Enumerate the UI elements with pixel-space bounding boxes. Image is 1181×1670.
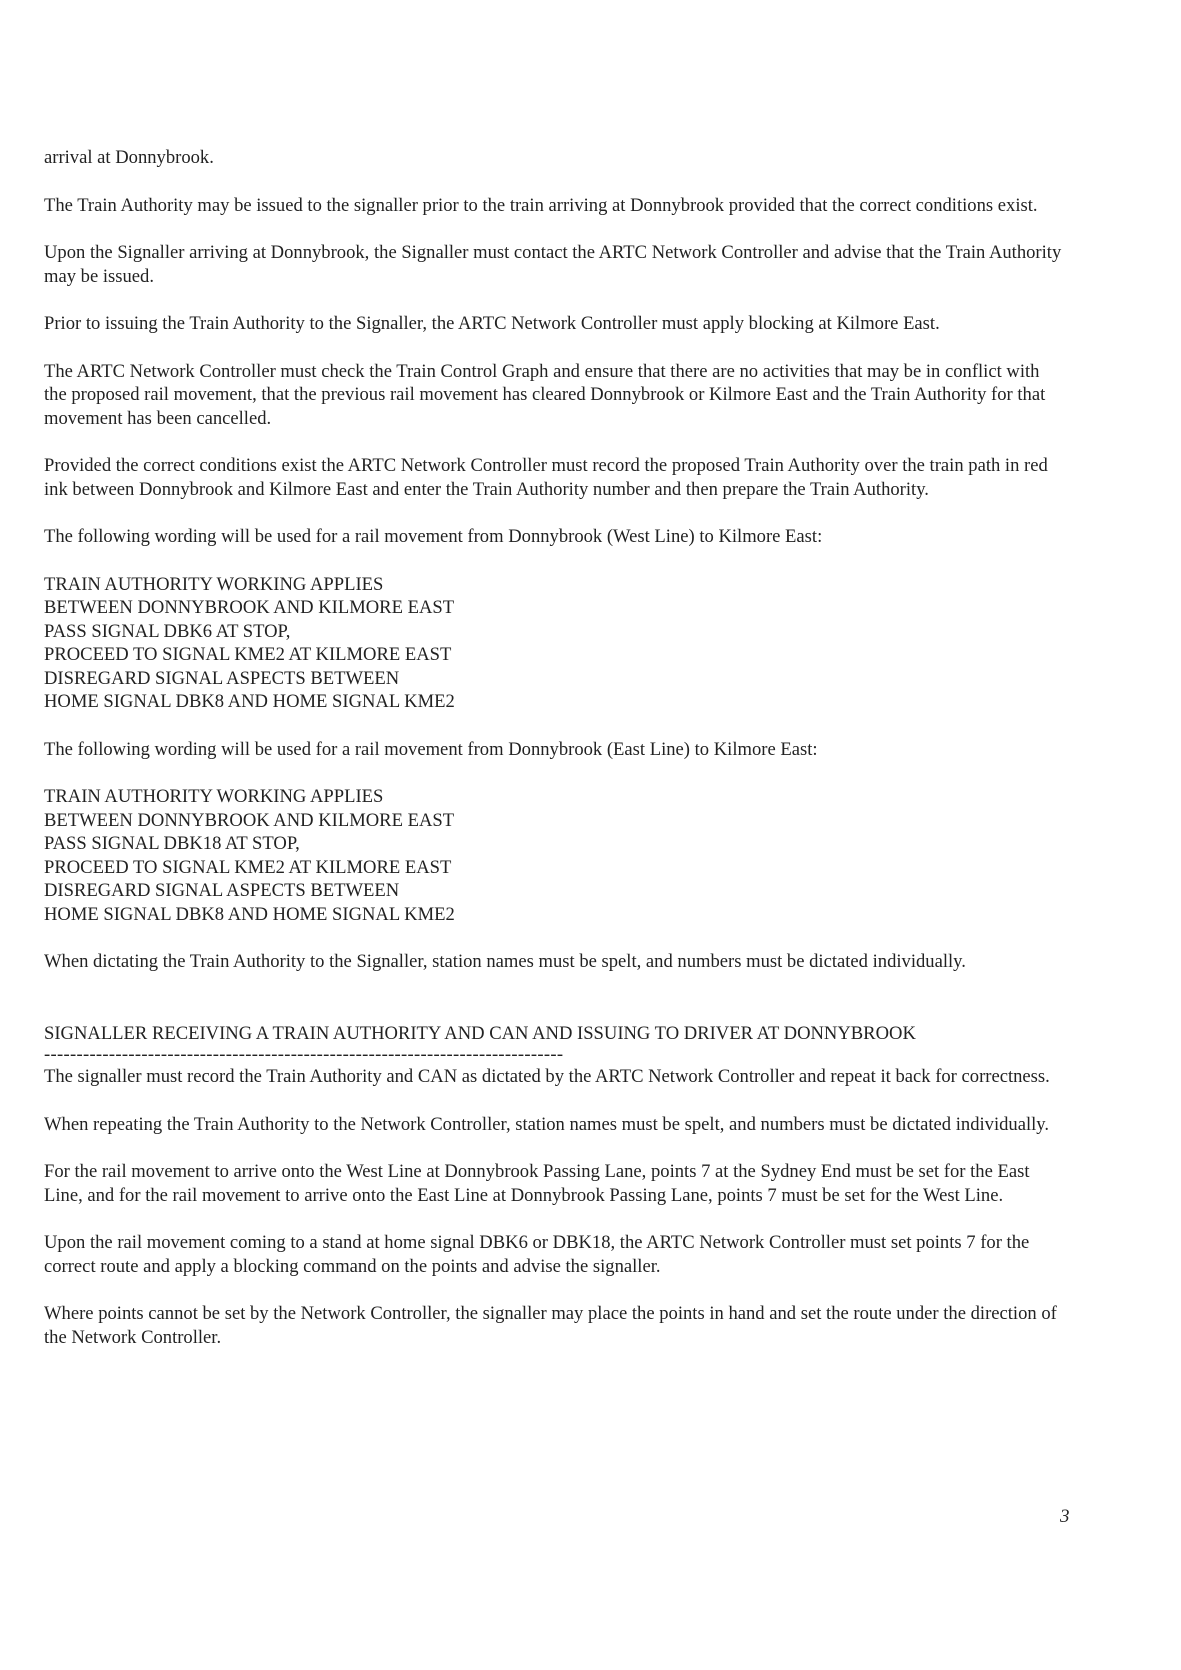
wording-line: HOME SIGNAL DBK8 AND HOME SIGNAL KME2 xyxy=(44,691,455,712)
paragraph-record-authority: Provided the correct conditions exist the ARTC Network Controller must record the proposed Train Authority over the train path in red ink between Donnybrook and Kilmore East and enter the Train Authority number and then prepare the Train Authority. xyxy=(44,455,1048,500)
paragraph-intro-east: The following wording will be used for a rail movement from Donnybrook (East Line) to Kilmore East: xyxy=(44,738,818,760)
wording-block-west xyxy=(44,573,1064,714)
wording-line: TRAIN AUTHORITY WORKING APPLIES xyxy=(44,573,384,595)
wording-line: PASS SIGNAL DBK18 AT STOP, xyxy=(44,833,300,854)
page-number: 3 xyxy=(1060,1506,1070,1527)
wording-line: HOME SIGNAL DBK8 AND HOME SIGNAL KME2 xyxy=(44,903,455,925)
document-page xyxy=(44,146,1064,1373)
wording-block-east xyxy=(44,785,1064,926)
paragraph-points-in-hand: Where points cannot be set by the Network Controller, the signaller may place the points in hand and set the route under the direction of the Network Controller. xyxy=(44,1303,1057,1348)
wording-line: PASS SIGNAL DBK6 AT STOP, xyxy=(44,620,291,642)
section-heading: SIGNALLER RECEIVING A TRAIN AUTHORITY AND CAN AND ISSUING TO DRIVER AT DONNYBROOK xyxy=(44,1022,916,1044)
paragraph-repeat-back: When repeating the Train Authority to the Network Controller, station names must be spelt, and numbers must be dictated individually. xyxy=(44,1113,1050,1135)
wording-line: DISREGARD SIGNAL ASPECTS BETWEEN xyxy=(44,880,400,901)
wording-line: PROCEED TO SIGNAL KME2 AT KILMORE EAST xyxy=(44,856,452,878)
wording-line: DISREGARD SIGNAL ASPECTS BETWEEN xyxy=(44,667,400,689)
paragraph-apply-blocking: Prior to issuing the Train Authority to the Signaller, the ARTC Network Controller must apply blocking at Kilmore East. xyxy=(44,313,940,334)
paragraph-check-graph: The ARTC Network Controller must check the Train Control Graph and ensure that there are no activities that may be in conflict with the proposed rail movement, that the previous rail movement has cleared Donnybrook or Kilmore East and the Train Authority for that movement has been cancelled. xyxy=(44,360,1046,429)
paragraph-record-can: The signaller must record the Train Authority and CAN as dictated by the ARTC Network Controller and repeat it back for correctness. xyxy=(44,1066,1050,1087)
wording-line: BETWEEN DONNYBROOK AND KILMORE EAST xyxy=(44,809,455,831)
section-heading-underline: -------------------------------------------------------------------------------- xyxy=(44,1045,564,1065)
wording-line: PROCEED TO SIGNAL KME2 AT KILMORE EAST xyxy=(44,644,452,665)
paragraph-dictating-note: When dictating the Train Authority to the Signaller, station names must be spelt, and numbers must be dictated individually. xyxy=(44,951,966,972)
wording-line: TRAIN AUTHORITY WORKING APPLIES xyxy=(44,786,384,807)
paragraph-arrival: arrival at Donnybrook. xyxy=(44,147,214,168)
paragraph-issue-prior: The Train Authority may be issued to the signaller prior to the train arriving at Donnybrook provided that the correct conditions exist. xyxy=(44,194,1038,216)
paragraph-points-setting: For the rail movement to arrive onto the West Line at Donnybrook Passing Lane, points 7 at the Sydney End must be set for the East Line, and for the rail movement to arrive onto the East Line at Donnybrook Passing Lane, points 7 must be set for the West Line. xyxy=(44,1161,1030,1206)
wording-line: BETWEEN DONNYBROOK AND KILMORE EAST xyxy=(44,597,455,618)
paragraph-stand-at-signal: Upon the rail movement coming to a stand at home signal DBK6 or DBK18, the ARTC Network Controller must set points 7 for the correct route and apply a blocking command on the points and advise the signaller. xyxy=(44,1232,1030,1277)
paragraph-intro-west: The following wording will be used for a rail movement from Donnybrook (West Line) to Kilmore East: xyxy=(44,526,823,547)
paragraph-signaller-contact: Upon the Signaller arriving at Donnybrook, the Signaller must contact the ARTC Network Controller and advise that the Train Authority may be issued. xyxy=(44,242,1062,287)
